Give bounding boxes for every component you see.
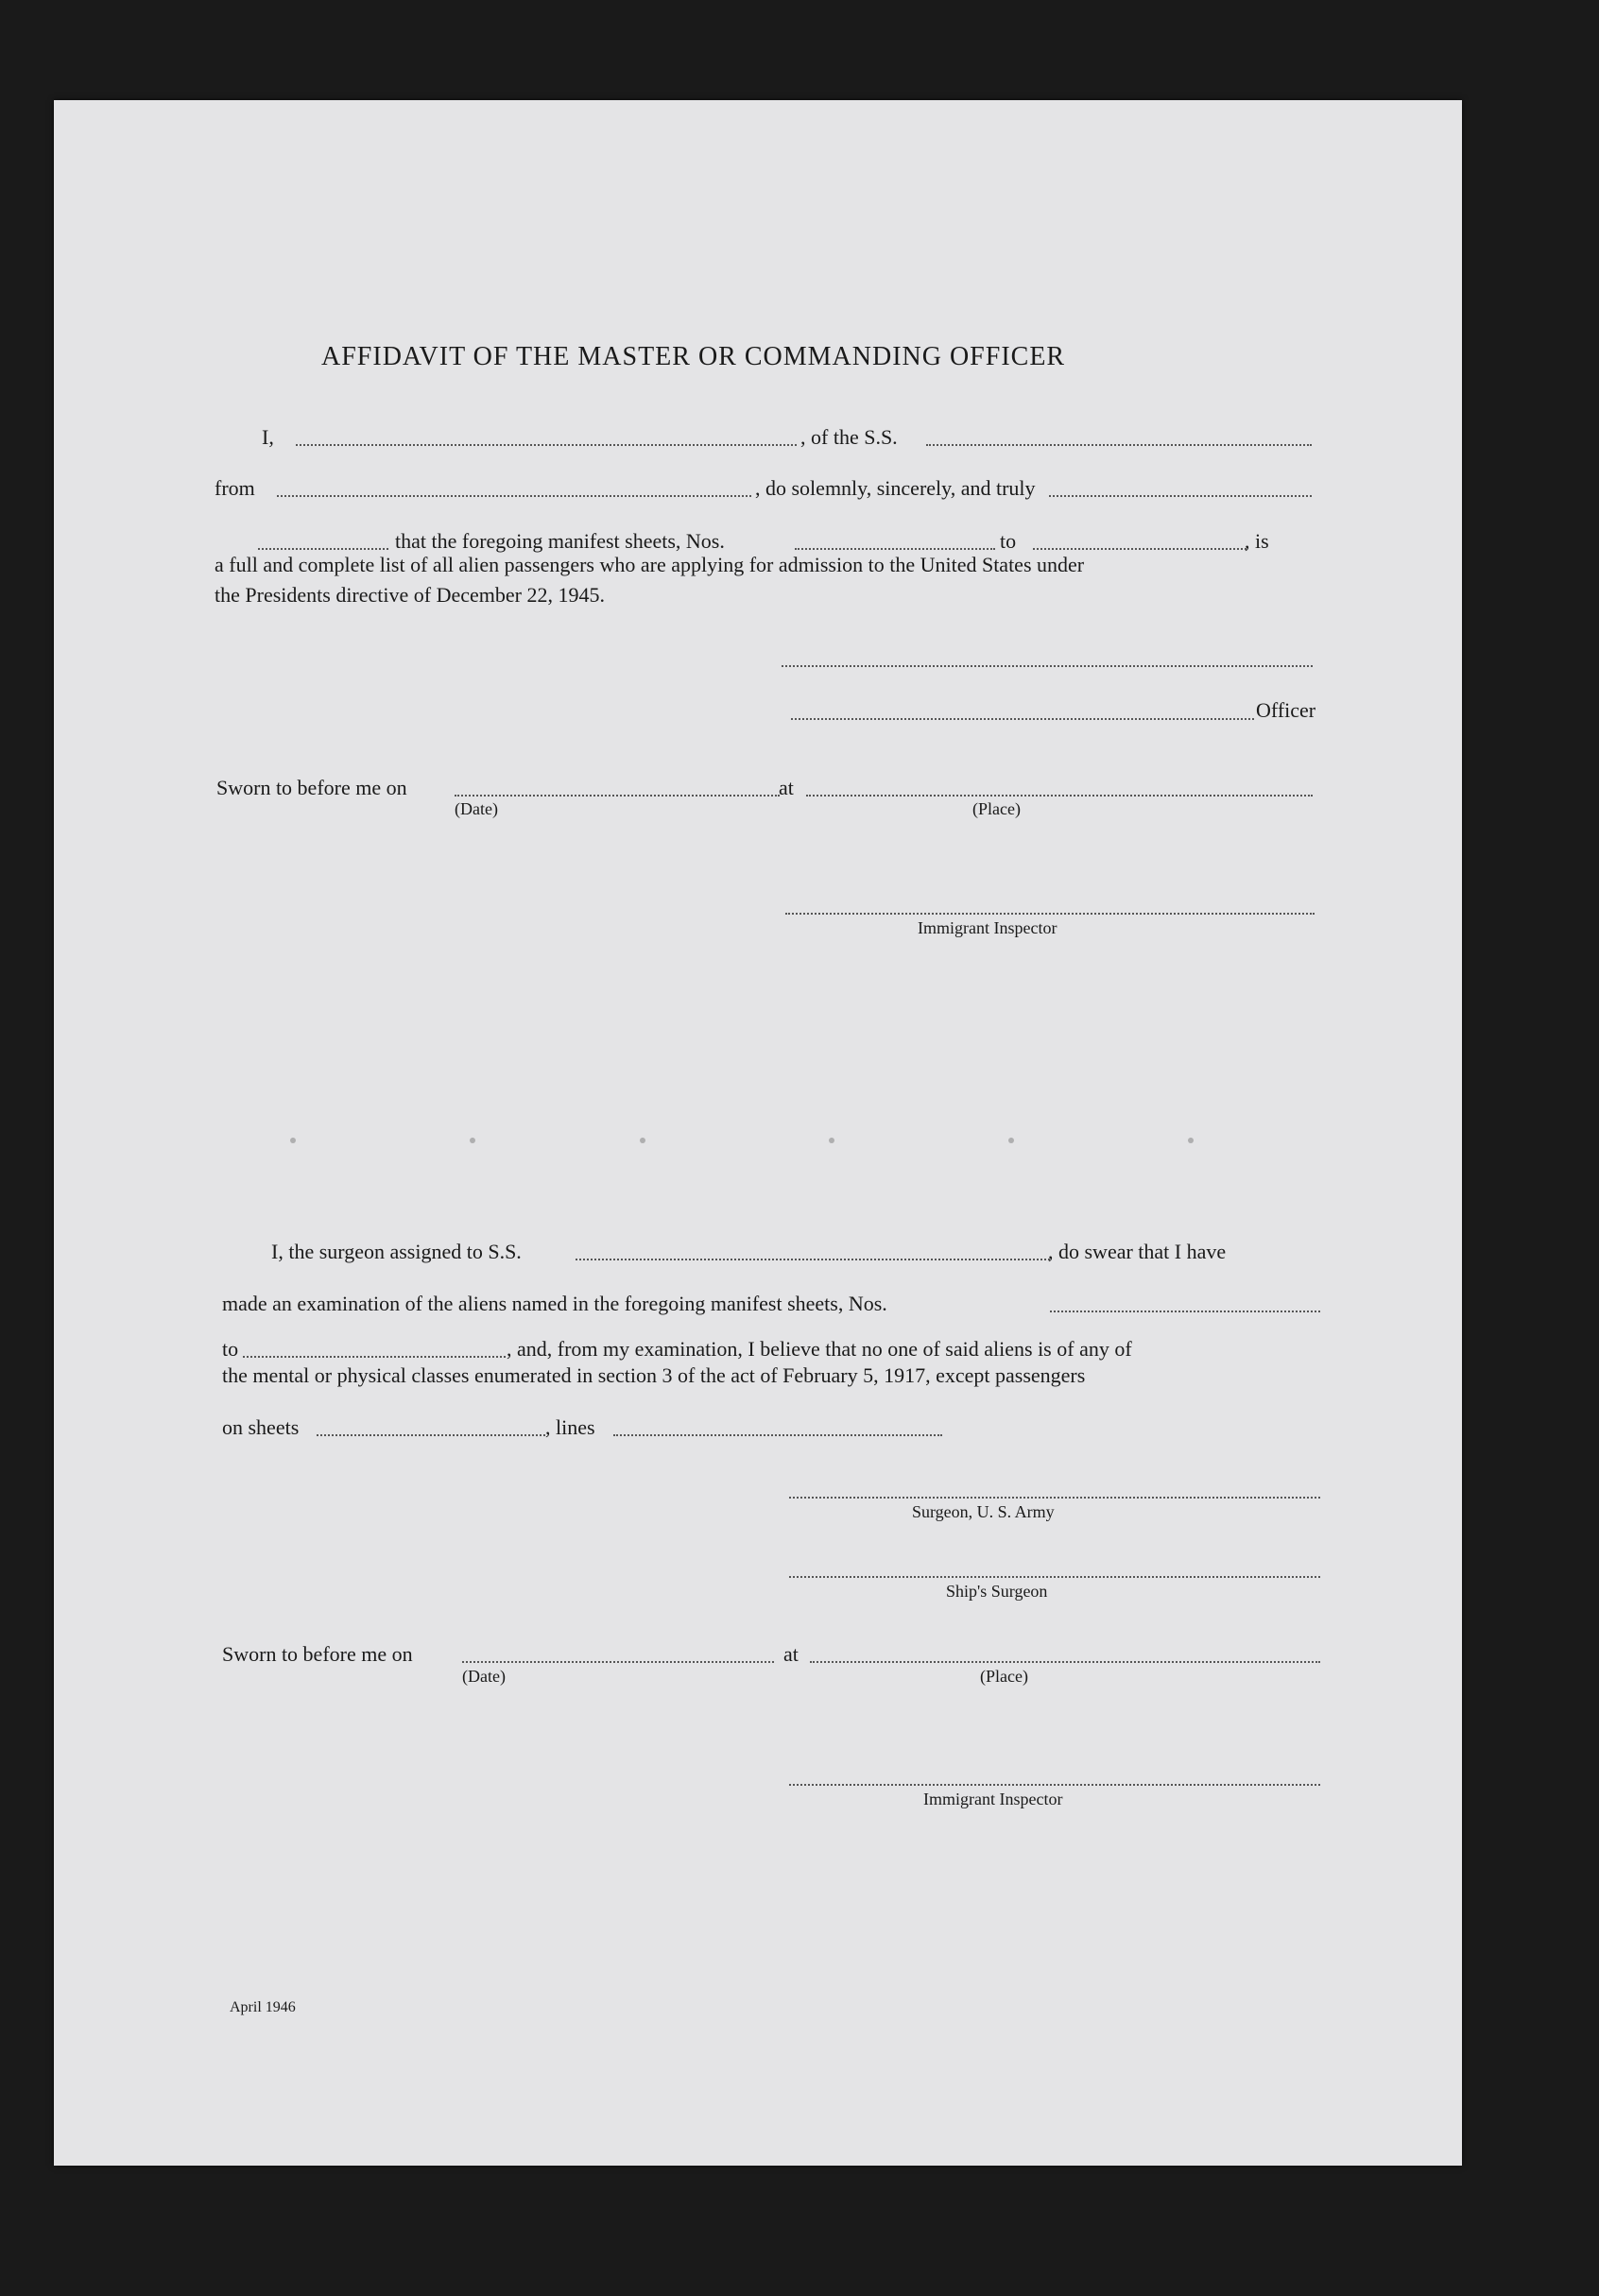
surgeon-sworn-date-field[interactable]: [462, 1661, 774, 1663]
master-port-from-field[interactable]: [277, 495, 751, 497]
exception-lines-field[interactable]: [613, 1434, 942, 1436]
lines-label: , lines: [545, 1415, 595, 1439]
foregoing-sheets-label: that the foregoing manifest sheets, Nos.: [395, 529, 725, 553]
ship-surgeon-signature-line[interactable]: [789, 1576, 1320, 1578]
is-label: , is: [1245, 529, 1269, 553]
master-sheets-to-field[interactable]: [1033, 548, 1247, 550]
surgeon-paragraph-line-2: made an examination of the aliens named in the foregoing manifest sheets, Nos.: [222, 1292, 887, 1315]
affidavit-page: [54, 100, 1462, 2166]
bleed-through-mark: [1008, 1138, 1014, 1143]
master-ship-name-field[interactable]: [926, 444, 1312, 446]
bleed-through-mark: [1188, 1138, 1194, 1143]
of-ss-label: , of the S.S.: [800, 425, 898, 449]
master-sworn-place-field[interactable]: [806, 795, 1313, 797]
ship-surgeon-label: Ship's Surgeon: [946, 1582, 1048, 1601]
bleed-through-mark: [640, 1138, 645, 1143]
officer-signature-line[interactable]: [791, 718, 1254, 720]
master-paragraph-line-3: the Presidents directive of December 22, 1945.: [215, 583, 605, 607]
surgeon-sworn-label: Sworn to before me on: [222, 1642, 413, 1666]
surgeon-sworn-place-field[interactable]: [810, 1661, 1320, 1663]
do-solemnly-label: , do solemnly, sincerely, and truly: [755, 476, 1036, 500]
bleed-through-mark: [829, 1138, 834, 1143]
master-i-label: I,: [262, 425, 274, 449]
surgeon-paragraph-line-3: , and, from my examination, I believe that no one of said aliens is of any of: [507, 1337, 1132, 1361]
surgeon-to-label: to: [222, 1337, 239, 1361]
surgeon-sheets-from-field[interactable]: [1050, 1311, 1320, 1312]
surgeon-paragraph-line-4: the mental or physical classes enumerated in section 3 of the act of February 5, 1917, except passengers: [222, 1363, 1086, 1387]
army-surgeon-signature-line[interactable]: [789, 1497, 1320, 1499]
master-sworn-date-field[interactable]: [455, 795, 780, 797]
exception-sheets-field[interactable]: [317, 1434, 545, 1436]
master-signature-line[interactable]: [782, 665, 1313, 667]
surgeon-at-label: at: [783, 1642, 799, 1666]
master-oath-field[interactable]: [1049, 495, 1312, 497]
surgeon-date-caption: (Date): [462, 1667, 506, 1686]
master-sheets-from-field[interactable]: [795, 548, 995, 550]
surgeon-inspector-label: Immigrant Inspector: [923, 1790, 1063, 1808]
officer-label: Officer: [1256, 698, 1316, 722]
bleed-through-mark: [470, 1138, 475, 1143]
document-title: AFFIDAVIT OF THE MASTER OR COMMANDING OFFICER: [321, 342, 1066, 371]
bleed-through-mark: [290, 1138, 296, 1143]
surgeon-swear-label: , do swear that I have: [1048, 1240, 1227, 1263]
form-date: April 1946: [230, 1999, 296, 2015]
from-label: from: [215, 476, 255, 500]
surgeon-line-1-label: I, the surgeon assigned to S.S.: [271, 1240, 522, 1263]
master-name-field[interactable]: [296, 444, 797, 446]
surgeon-place-caption: (Place): [980, 1667, 1028, 1686]
surgeon-sheets-to-field[interactable]: [243, 1356, 506, 1358]
master-oath-word-field[interactable]: [258, 548, 388, 550]
master-sworn-label: Sworn to before me on: [216, 776, 407, 799]
on-sheets-label: on sheets: [222, 1415, 300, 1439]
master-to-label: to: [1000, 529, 1017, 553]
master-inspector-signature-line[interactable]: [785, 913, 1315, 915]
master-inspector-label: Immigrant Inspector: [918, 918, 1057, 937]
master-date-caption: (Date): [455, 799, 498, 818]
master-at-label: at: [779, 776, 794, 799]
surgeon-inspector-signature-line[interactable]: [789, 1784, 1320, 1786]
army-surgeon-label: Surgeon, U. S. Army: [912, 1502, 1055, 1521]
master-paragraph-line-2: a full and complete list of all alien passengers who are applying for admission to the United States under: [215, 553, 1085, 576]
surgeon-ship-name-field[interactable]: [576, 1259, 1050, 1260]
master-place-caption: (Place): [972, 799, 1021, 818]
